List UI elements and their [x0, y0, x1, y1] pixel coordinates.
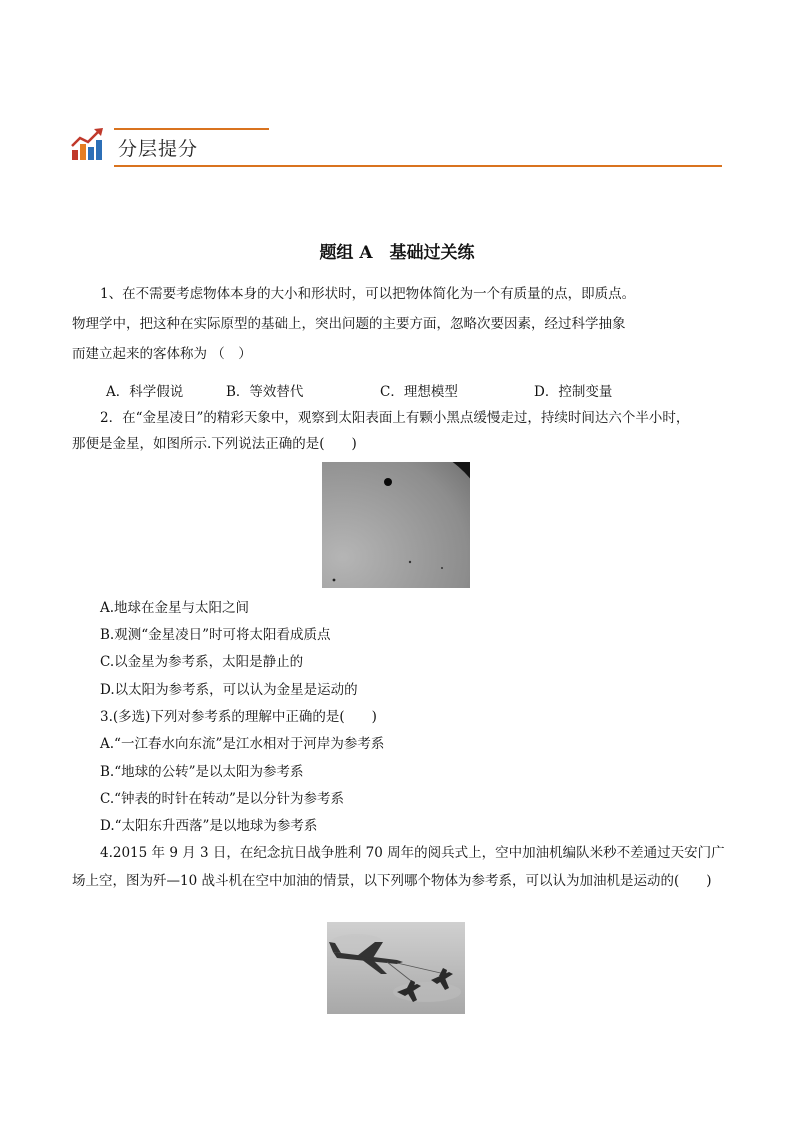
q3-option-d: D.“太阳东升西落”是以地球为参考系 [100, 818, 318, 834]
q2-line-2: 那便是金星，如图所示.下列说法正确的是( ) [72, 436, 357, 452]
q2-option-a: A.地球在金星与太阳之间 [100, 600, 250, 616]
section-title: 题组 A 基础过关练 [319, 243, 475, 263]
q3-option-a: A.“一江春水向东流”是江水相对于河岸为参考系 [100, 736, 385, 752]
header-title: 分层提分 [118, 138, 199, 160]
q1-option-d: D．控制变量 [534, 384, 613, 400]
q2-line-1: 2．在“金星凌日”的精彩天象中，观察到太阳表面上有颗小黑点缓慢走过，持续时间达六个半小时， [100, 410, 690, 426]
sun-disk [322, 462, 470, 588]
q3-option-c: C.“钟表的时针在转动”是以分针为参考系 [100, 791, 344, 807]
q1-line-1: 1、在不需要考虑物体本身的大小和形状时，可以把物体简化为一个有质量的点，即质点。 [100, 286, 636, 302]
q1-option-b: B．等效替代 [226, 384, 304, 400]
venus-transit-photo [322, 462, 470, 588]
q1-line-2: 物理学中，把这种在实际原型的基础上，突出问题的主要方面，忽略次要因素，经过科学抽象 [72, 316, 626, 332]
venus-dot [384, 478, 392, 486]
aerial-refueling-photo [327, 922, 465, 1014]
q1-line-3: 而建立起来的客体称为 （ ） [72, 346, 252, 362]
header-overline [114, 128, 269, 130]
section-header [70, 124, 722, 168]
q1-option-c: C．理想模型 [380, 384, 458, 400]
q2-option-d: D.以太阳为参考系，可以认为金星是运动的 [100, 682, 358, 698]
q4-line-2: 场上空，图为歼—10 战斗机在空中加油的情景，以下列哪个物体为参考系，可以认为加油机是运动的( ) [72, 873, 712, 889]
header-rule [114, 165, 722, 167]
q2-option-c: C.以金星为参考系，太阳是静止的 [100, 654, 304, 670]
q3-option-b: B.“地球的公转”是以太阳为参考系 [100, 764, 304, 780]
q2-option-b: B.观测“金星凌日”时可将太阳看成质点 [100, 627, 331, 643]
q1-option-a: A．科学假说 [106, 384, 184, 400]
q3-stem: 3.(多选)下列对参考系的理解中正确的是( ) [100, 709, 377, 725]
q4-line-1: 4.2015 年 9 月 3 日，在纪念抗日战争胜利 70 周年的阅兵式上，空中加油机编队米秒不差通过天安门广 [100, 845, 725, 861]
chart-growth-icon [70, 126, 106, 162]
